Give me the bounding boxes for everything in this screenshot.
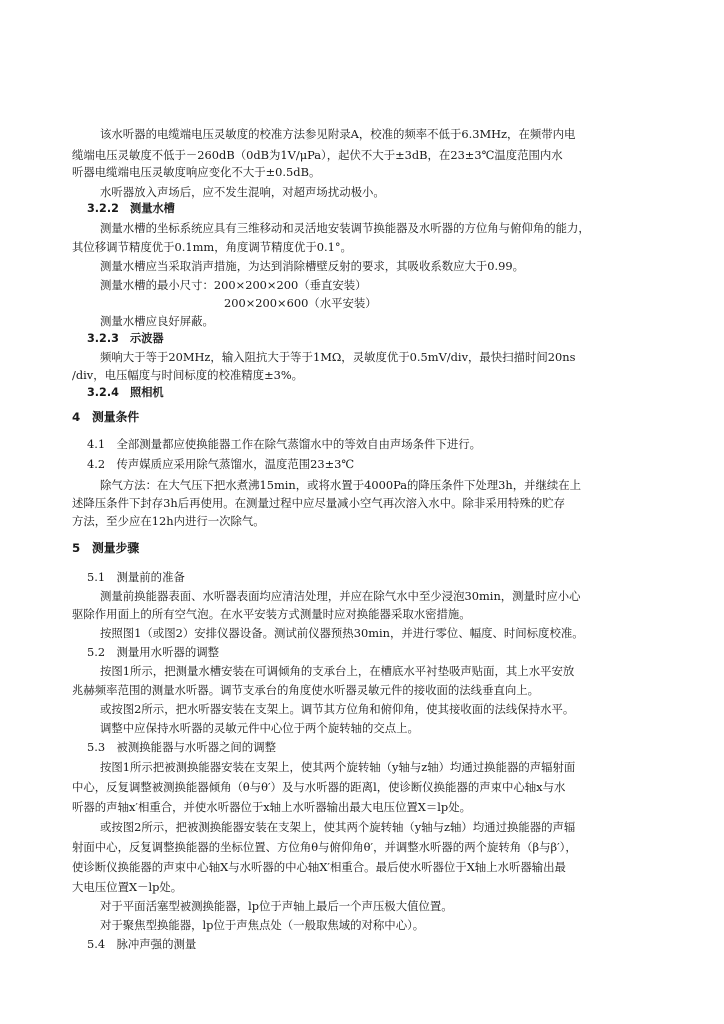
text-line: 测量水槽的坐标系统应具有三维移动和灵活地安装调节换能器及水听器的方位角与俯仰角的能力， [100,221,590,235]
text-line: 5.1 测量前的准备 [87,570,185,584]
text-line: 4.1 全部测量都应使换能器工作在除气蒸馏水中的等效自由声场条件下进行。 [87,437,482,451]
text-line: 4.2 传声媒质应采用除气蒸馏水，温度范围23±3℃ [87,457,355,471]
chapter-heading: 5 测量步骤 [72,541,140,555]
text-line: 大电压位置X－lp处。 [72,880,183,894]
chapter-heading: 4 测量条件 [72,410,140,424]
text-line: 听器的声轴x′相重合，并使水听器位于x轴上水听器输出最大电压位置X＝lp处。 [72,800,471,814]
text-line: 测量水槽的最小尺寸：200×200×200（垂直安装） [100,278,367,292]
text-line: 使诊断仪换能器的声束中心轴X与水听器的中心轴X′相重合。最后使水听器位于X轴上水听器输出最 [72,860,566,874]
text-line: /div，电压幅度与时间标度的校准精度±3%。 [72,368,304,382]
section-heading: 3.2.3 示波器 [87,332,164,345]
text-line: 频响大于等于20MHz，输入阻抗大于等于1MΩ，灵敏度优于0.5mV/div，最快扫描时间20ns [100,350,576,364]
text-line: 200×200×600（水平安装） [224,296,377,310]
text-line: 测量水槽应良好屏蔽。 [100,314,214,328]
text-line: 其位移调节精度优于0.1mm，角度调节精度优于0.1°。 [72,240,352,254]
text-line: 5.2 测量用水听器的调整 [87,645,220,659]
text-line: 5.4 脉冲声强的测量 [87,937,197,951]
section-heading: 3.2.2 测量水槽 [87,202,175,215]
section-heading: 3.2.4 照相机 [87,386,164,399]
text-line: 方法，至少应在12h内进行一次除气。 [72,514,265,528]
text-line: 该水听器的电缆端电压灵敏度的校准方法参见附录A，校准的频率不低于6.3MHz，在频带内电 [100,127,576,141]
text-line: 除气方法：在大气压下把水煮沸15min，或将水置于4000Pa的降压条件下处理3h，并继续在上 [100,478,582,492]
text-line: 对于聚焦型换能器，lp位于声焦点处（一般取焦域的对称中心）。 [100,918,425,932]
text-line: 按图1所示把被测换能器安装在支架上，使其两个旋转轴（y轴与z轴）均通过换能器的声辐射面 [100,760,576,774]
text-line: 5.3 被测换能器与水听器之间的调整 [87,740,276,754]
text-line: 按照图1（或图2）安排仪器设备。测试前仪器预热30min，并进行零位、幅度、时间标度校准。 [100,626,584,640]
text-line: 调整中应保持水听器的灵敏元件中心位于两个旋转轴的交点上。 [100,721,419,735]
text-line: 驱除作用面上的所有空气泡。在水平安装方式测量时应对换能器采取水密措施。 [72,607,471,621]
text-line: 按图1所示，把测量水槽安装在可调倾角的支承台上，在槽底水平衬垫吸声贴面，其上水平安放 [100,664,575,678]
text-line: 兆赫频率范围的测量水听器。调节支承台的角度使水听器灵敏元件的接收面的法线垂直向上。 [72,683,540,697]
text-line: 测量前换能器表面、水听器表面均应清洁处理，并应在除气水中至少浸泡30min，测量时应小心 [100,589,581,603]
text-line: 射面中心，反复调整换能器的坐标位置、方位角θ与俯仰角θ′，并调整水听器的两个旋转角（β与β′）， [72,840,577,854]
text-line: 述降压条件下封存3h后再使用。在测量过程中应尽量减小空气再次溶入水中。除非采用特殊的贮存 [72,496,565,510]
text-line: 听器电缆端电压灵敏度响应变化不大于±0.5dB。 [72,165,321,179]
text-line: 或按图2所示，把被测换能器安装在支架上，使其两个旋转轴（y轴与z轴）均通过换能器的声辐 [100,820,576,834]
text-line: 水听器放入声场后，应不发生混响，对超声场扰动极小。 [100,185,385,199]
text-line: 对于平面活塞型被测换能器，lp位于声轴上最后一个声压极大值位置。 [100,899,453,913]
text-line: 测量水槽应当采取消声措施，为达到消除槽壁反射的要求，其吸收系数应大于0.99。 [100,259,525,273]
text-line: 或按图2所示，把水听器安装在支架上。调节其方位角和俯仰角，使其接收面的法线保持水平。 [100,702,575,716]
text-line: 缆端电压灵敏度不低于－260dB（0dB为1V/μPa），起伏不大于±3dB，在23±3℃温度范围内水 [72,148,563,162]
text-line: 中心，反复调整被测换能器倾角（θ与θ′）及与水听器的距离l，使诊断仪换能器的声束中心轴x与水 [72,780,566,794]
